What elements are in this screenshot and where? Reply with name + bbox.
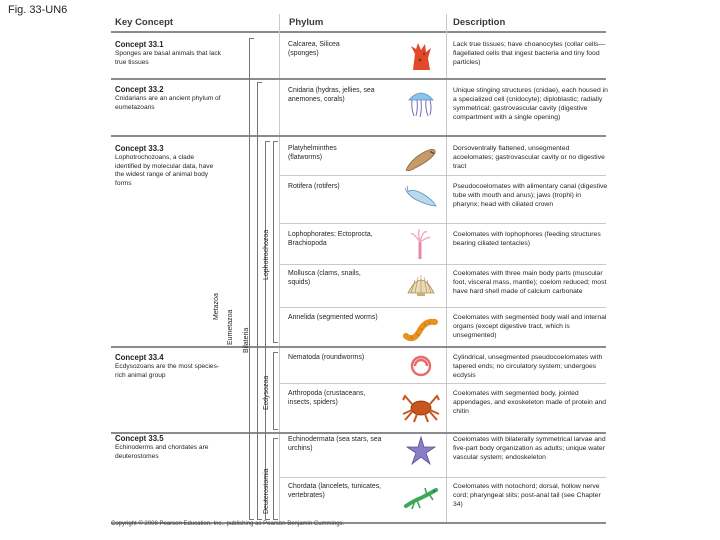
phylum-description: Pseudocoelomates with alimentary canal (digestive tube with mouth and anus); jaws (trophi) in pharynx; head with ciliated crown bbox=[453, 183, 608, 208]
metazoa-label: Metazoa bbox=[213, 293, 220, 320]
concept-title: Concept 33.1 bbox=[115, 40, 164, 49]
column-divider-1 bbox=[279, 14, 280, 523]
header-key-concept: Key Concept bbox=[115, 17, 174, 28]
concept-text: Cnidarians are an ancient phylum of eumetazoans bbox=[115, 95, 221, 111]
phylum-description: Coelomates with bilaterally symmetrical larvae and five-part body organization as adults; unique water vascular system; endoskeleton bbox=[453, 436, 606, 461]
phylum-name: Arthropoda (crustaceans, insects, spiders) bbox=[288, 390, 366, 407]
row-rule bbox=[279, 477, 606, 478]
segmented-worm-icon bbox=[403, 312, 439, 344]
deuterostomia-label: Deuterostomia bbox=[263, 468, 270, 514]
phylum-description: Coelomates with lophophores (feeding structures bearing ciliated tentacles) bbox=[453, 231, 601, 247]
crab-icon bbox=[399, 388, 443, 424]
concept-title: Concept 33.2 bbox=[115, 85, 164, 94]
copyright-notice: Copyright © 2008 Pearson Education, Inc., publishing as Pearson Benjamin Cummings. bbox=[111, 521, 345, 527]
eumetazoa-label: Eumetazoa bbox=[227, 309, 234, 345]
figure-label: Fig. 33-UN6 bbox=[8, 4, 68, 16]
phylum-name: Rotifera (rotifers) bbox=[288, 183, 340, 190]
phylum-description: Cylindrical, unsegmented pseudocoelomates with tapered ends; no circulatory system; undergoes ecdysis bbox=[453, 354, 603, 379]
column-divider-2 bbox=[446, 14, 447, 523]
phylum-description: Unique stinging structures (cnidae), each housed in a specialized cell (cnidocyte); diploblastic; radially symmetrical; gastrovascular cavity (digestive compartment with a single opening) bbox=[453, 87, 608, 121]
phylum-name: Annelida (segmented worms) bbox=[288, 314, 378, 321]
phylum-description: Coelomates with segmented body wall and internal organs (except digestive tract, which is unsegmented) bbox=[453, 314, 607, 339]
rotifer-icon bbox=[403, 182, 439, 214]
lophotrochozoa-bracket bbox=[273, 141, 278, 343]
section-rule-3 bbox=[111, 346, 606, 348]
phylum-description: Dorsoventrally flattened, unsegmented acoelomates; gastrovascular cavity or no digestive tract bbox=[453, 145, 605, 170]
section-rule-4 bbox=[111, 432, 606, 434]
phylum-summary-table bbox=[111, 14, 606, 523]
phylum-name: Calcarea, Silicea (sponges) bbox=[288, 41, 340, 58]
phylum-name: Platyhelminthes (flatworms) bbox=[288, 145, 337, 162]
lophophorate-icon bbox=[403, 228, 439, 260]
jellyfish-icon bbox=[403, 86, 439, 118]
header-description: Description bbox=[453, 17, 506, 28]
phylum-description: Lack true tissues; have choanocytes (collar cells—flagellated cells that ingest bacteria and tiny food particles) bbox=[453, 41, 606, 66]
ecdysozoa-label: Ecdysozoa bbox=[263, 375, 270, 410]
phylum-description: Coelomates with three main body parts (muscular foot, visceral mass, mantle); coelom reduced; most have hard shell made of calcium carbonate bbox=[453, 270, 607, 295]
shell-icon bbox=[403, 269, 439, 301]
header-rule bbox=[111, 31, 606, 33]
lophotrochozoa-label: Lophotrochozoa bbox=[263, 229, 270, 280]
concept-text: Lophotrochozoans, a clade identified by molecular data, have the widest range of animal body forms bbox=[115, 154, 214, 187]
row-rule bbox=[279, 175, 606, 176]
row-rule bbox=[279, 223, 606, 224]
concept-text: Echinoderms and chordates are deuterostomes bbox=[115, 444, 209, 460]
bilateria-label: Bilateria bbox=[243, 327, 250, 353]
phylum-name: Lophophorates: Ectoprocta, Brachiopoda bbox=[288, 231, 373, 248]
ecdysozoa-bracket bbox=[273, 352, 278, 430]
row-rule bbox=[279, 264, 606, 265]
concept-text: Sponges are basal animals that lack true tissues bbox=[115, 50, 221, 66]
deuterostomia-bracket bbox=[273, 438, 278, 520]
flatworm-icon bbox=[403, 144, 439, 176]
section-rule-1 bbox=[111, 78, 606, 80]
concept-text: Ecdysozoans are the most species-rich animal group bbox=[115, 363, 220, 379]
concept-title: Concept 33.4 bbox=[115, 353, 164, 362]
salamander-icon bbox=[403, 482, 439, 514]
metazoa-bracket bbox=[249, 38, 254, 520]
row-rule bbox=[279, 307, 606, 308]
eumetazoa-bracket bbox=[257, 82, 262, 520]
phylum-name: Echinodermata (sea stars, sea urchins) bbox=[288, 436, 382, 453]
concept-title: Concept 33.3 bbox=[115, 144, 164, 153]
row-rule bbox=[279, 383, 606, 384]
phylum-name: Chordata (lancelets, tunicates, vertebrates) bbox=[288, 483, 382, 500]
phylum-name: Nematoda (roundworms) bbox=[288, 354, 365, 361]
phylum-name: Cnidaria (hydras, jellies, sea anemones, corals) bbox=[288, 87, 375, 104]
phylum-description: Coelomates with notochord; dorsal, hollow nerve cord; pharyngeal slits; post-anal tail (see Chapter 34) bbox=[453, 483, 601, 508]
sponge-icon bbox=[403, 40, 439, 72]
phylum-description: Coelomates with segmented body, jointed appendages, and exoskeleton made of protein and chitin bbox=[453, 390, 607, 415]
concept-title: Concept 33.5 bbox=[115, 434, 164, 443]
roundworm-icon bbox=[403, 350, 439, 382]
header-phylum: Phylum bbox=[289, 17, 324, 28]
sea-star-icon bbox=[403, 435, 439, 467]
phylum-name: Mollusca (clams, snails, squids) bbox=[288, 270, 361, 287]
section-rule-2 bbox=[111, 135, 606, 137]
bilateria-bracket bbox=[265, 141, 270, 520]
